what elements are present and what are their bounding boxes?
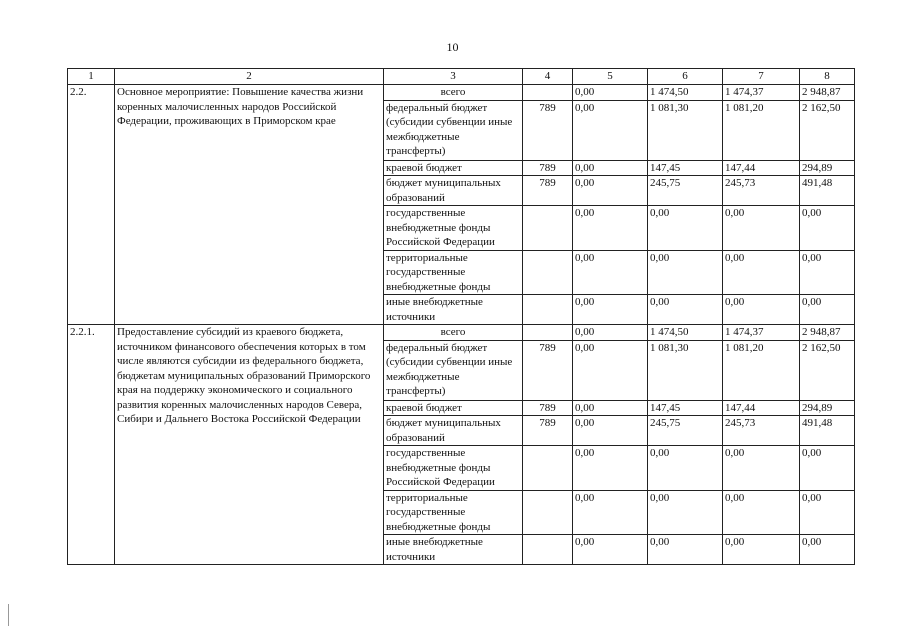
value-col-7: 0,00	[723, 206, 800, 251]
value-col-7: 147,44	[723, 400, 800, 416]
item-description: Основное мероприятие: Повышение качества жизни коренных малочисленных народов Российской Федерации, проживающих в Приморском крае	[115, 85, 384, 325]
value-col-8: 0,00	[800, 295, 855, 325]
value-col-8: 0,00	[800, 206, 855, 251]
value-col-5: 0,00	[573, 400, 648, 416]
value-col-6: 0,00	[648, 206, 723, 251]
value-col-8: 294,89	[800, 400, 855, 416]
value-col-8: 0,00	[800, 446, 855, 491]
value-col-5: 0,00	[573, 176, 648, 206]
value-col-6: 0,00	[648, 535, 723, 565]
budget-code: 789	[523, 416, 573, 446]
budget-code	[523, 446, 573, 491]
column-header: 1	[68, 69, 115, 85]
budget-code: 789	[523, 176, 573, 206]
value-col-8: 2 162,50	[800, 100, 855, 160]
table-row	[68, 325, 855, 341]
funding-source: бюджет муниципальных образований	[384, 176, 523, 206]
value-col-6: 0,00	[648, 446, 723, 491]
funding-source: территориальные государственные внебюджетные фонды	[384, 250, 523, 295]
budget-code: 789	[523, 340, 573, 400]
budget-code	[523, 490, 573, 535]
value-col-6: 1 474,50	[648, 325, 723, 341]
value-col-7: 245,73	[723, 176, 800, 206]
value-col-5: 0,00	[573, 250, 648, 295]
page-number: 10	[446, 40, 459, 54]
funding-source: государственные внебюджетные фонды Российской Федерации	[384, 446, 523, 491]
column-header: 3	[384, 69, 523, 85]
value-col-6: 245,75	[648, 416, 723, 446]
value-col-8: 294,89	[800, 160, 855, 176]
column-header: 5	[573, 69, 648, 85]
value-col-5: 0,00	[573, 295, 648, 325]
item-number: 2.2.	[68, 85, 115, 325]
value-col-6: 1 081,30	[648, 100, 723, 160]
value-col-6: 0,00	[648, 490, 723, 535]
value-col-6: 1 081,30	[648, 340, 723, 400]
value-col-8: 491,48	[800, 176, 855, 206]
funding-source: всего	[384, 325, 523, 341]
value-col-7: 147,44	[723, 160, 800, 176]
value-col-7: 0,00	[723, 250, 800, 295]
value-col-8: 0,00	[800, 535, 855, 565]
column-header: 4	[523, 69, 573, 85]
value-col-6: 147,45	[648, 400, 723, 416]
funding-source: всего	[384, 85, 523, 101]
table-body	[68, 85, 855, 565]
column-header: 6	[648, 69, 723, 85]
value-col-5: 0,00	[573, 416, 648, 446]
value-col-8: 0,00	[800, 250, 855, 295]
funding-source: иные внебюджетные источники	[384, 535, 523, 565]
funding-source: краевой бюджет	[384, 400, 523, 416]
value-col-7: 1 081,20	[723, 100, 800, 160]
budget-code	[523, 325, 573, 341]
funding-source: бюджет муниципальных образований	[384, 416, 523, 446]
budget-code	[523, 206, 573, 251]
budget-table	[67, 68, 855, 565]
budget-code: 789	[523, 400, 573, 416]
value-col-8: 0,00	[800, 490, 855, 535]
budget-code	[523, 85, 573, 101]
value-col-6: 245,75	[648, 176, 723, 206]
value-col-5: 0,00	[573, 100, 648, 160]
value-col-7: 0,00	[723, 295, 800, 325]
value-col-8: 2 948,87	[800, 325, 855, 341]
budget-code	[523, 250, 573, 295]
value-col-6: 147,45	[648, 160, 723, 176]
value-col-7: 0,00	[723, 446, 800, 491]
value-col-8: 491,48	[800, 416, 855, 446]
value-col-7: 0,00	[723, 535, 800, 565]
budget-code	[523, 535, 573, 565]
value-col-5: 0,00	[573, 535, 648, 565]
budget-code: 789	[523, 100, 573, 160]
value-col-8: 2 162,50	[800, 340, 855, 400]
value-col-5: 0,00	[573, 325, 648, 341]
scan-edge-mark	[8, 604, 9, 626]
value-col-6: 0,00	[648, 250, 723, 295]
value-col-5: 0,00	[573, 340, 648, 400]
funding-source: федеральный бюджет (субсидии субвенции иные межбюджетные трансферты)	[384, 100, 523, 160]
value-col-5: 0,00	[573, 206, 648, 251]
budget-code	[523, 295, 573, 325]
table-row	[68, 85, 855, 101]
funding-source: краевой бюджет	[384, 160, 523, 176]
budget-code: 789	[523, 160, 573, 176]
column-header: 8	[800, 69, 855, 85]
column-header: 7	[723, 69, 800, 85]
value-col-7: 245,73	[723, 416, 800, 446]
value-col-5: 0,00	[573, 446, 648, 491]
value-col-5: 0,00	[573, 160, 648, 176]
value-col-7: 1 474,37	[723, 85, 800, 101]
value-col-5: 0,00	[573, 85, 648, 101]
value-col-5: 0,00	[573, 490, 648, 535]
value-col-6: 1 474,50	[648, 85, 723, 101]
funding-source: государственные внебюджетные фонды Российской Федерации	[384, 206, 523, 251]
value-col-7: 0,00	[723, 490, 800, 535]
column-header: 2	[115, 69, 384, 85]
value-col-7: 1 474,37	[723, 325, 800, 341]
value-col-8: 2 948,87	[800, 85, 855, 101]
value-col-7: 1 081,20	[723, 340, 800, 400]
item-description: Предоставление субсидий из краевого бюджета, источником финансового обеспечения которых в том числе являются субсидии из федерального бюджета, бюджетам муниципальных образований Приморского края на поддержку экономического и социального развития коренных малочисленных народов Севера, Сибири и Дальнего Востока Российской Федерации	[115, 325, 384, 565]
funding-source: иные внебюджетные источники	[384, 295, 523, 325]
funding-source: федеральный бюджет (субсидии субвенции иные межбюджетные трансферты)	[384, 340, 523, 400]
funding-source: территориальные государственные внебюджетные фонды	[384, 490, 523, 535]
item-number: 2.2.1.	[68, 325, 115, 565]
value-col-6: 0,00	[648, 295, 723, 325]
column-number-row	[68, 69, 855, 85]
